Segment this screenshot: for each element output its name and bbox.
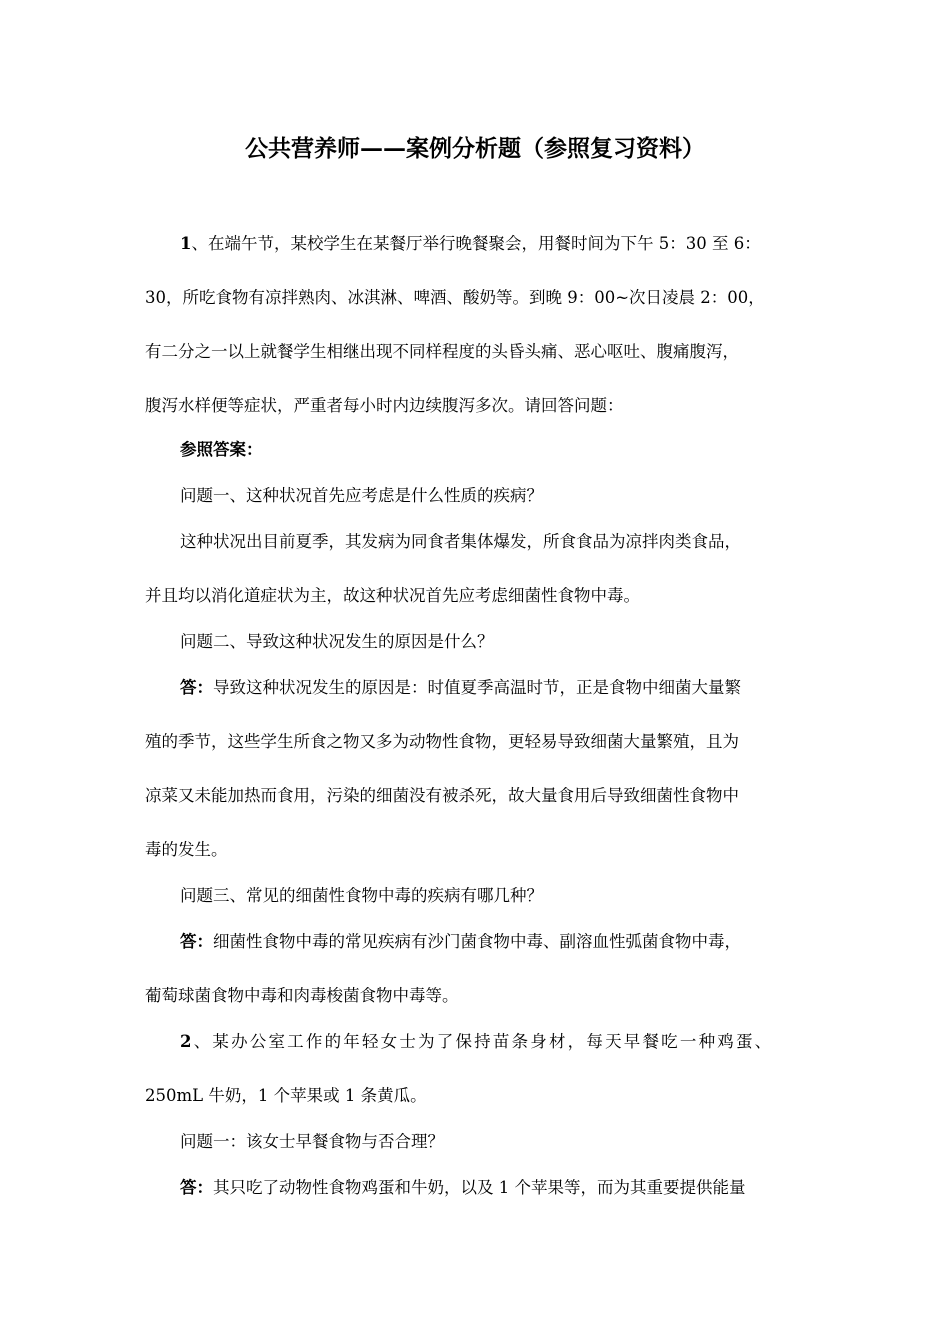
case1-answer2-line3: 凉菜又未能加热而食用，污染的细菌没有被杀死，故大量食用后导致细菌性食物中 [145,786,739,805]
answer-label: 答： [180,1178,213,1197]
case1-answer2-line2: 殖的季节，这些学生所食之物又多为动物性食物，更轻易导致细菌大量繁殖，且为 [145,732,739,751]
case1-question1: 问题一、这种状况首先应考虑是什么性质的疾病？ [180,486,543,505]
case2-line2: 250mL 牛奶，1 个苹果或 1 条黄瓜。 [145,1086,427,1105]
case2-line1: 2、某办公室工作的年轻女士为了保持苗条身材，每天早餐吃一种鸡蛋、 [180,1032,774,1051]
case1-answer3-line2: 葡萄球菌食物中毒和肉毒梭菌食物中毒等。 [145,986,459,1005]
case2-answer1-line1: 答：其只吃了动物性食物鸡蛋和牛奶，以及 1 个苹果等，而为其重要提供能量 [180,1178,746,1197]
case1-question3: 问题三、常见的细菌性食物中毒的疾病有哪几种？ [180,886,543,905]
case1-question2: 问题二、导致这种状况发生的原因是什么？ [180,632,494,651]
case1-line3: 有二分之一以上就餐学生相继出现不同样程度的头昏头痛、恶心呕吐、腹痛腹泻， [145,342,739,361]
case1-answer3-line1: 答：细菌性食物中毒的常见疾病有沙门菌食物中毒、副溶血性弧菌食物中毒， [180,932,741,951]
case1-answer2-line4: 毒的发生。 [145,840,228,859]
page-title: 公共营养师——案例分析题（参照复习资料） [245,135,705,162]
case1-answer1-line1: 这种状况出目前夏季，其发病为同食者集体爆发，所食食品为凉拌肉类食品， [180,532,741,551]
case1-line1: 1、在端午节，某校学生在某餐厅举行晚餐聚会，用餐时间为下午 5：30 至 6： [180,234,761,253]
case2-question1: 问题一：该女士早餐食物与否合理？ [180,1132,444,1151]
case1-number: 1 [180,234,192,253]
case2-number: 2 [180,1032,194,1051]
case1-answer1-line2: 并且均以消化道症状为主，故这种状况首先应考虑细菌性食物中毒。 [145,586,640,605]
answer-label: 答： [180,932,213,951]
answer-label: 答： [180,678,213,697]
case1-answer2-line1: 答：导致这种状况发生的原因是：时值夏季高温时节，正是食物中细菌大量繁 [180,678,741,697]
case1-line4: 腹泻水样便等症状，严重者每小时内边续腹泻多次。请回答问题： [145,396,624,415]
reference-answer-heading: 参照答案： [180,440,263,459]
case1-line2: 30，所吃食物有凉拌熟肉、冰淇淋、啤酒、酸奶等。到晚 9：00~次日凌晨 2：00， [145,288,765,307]
